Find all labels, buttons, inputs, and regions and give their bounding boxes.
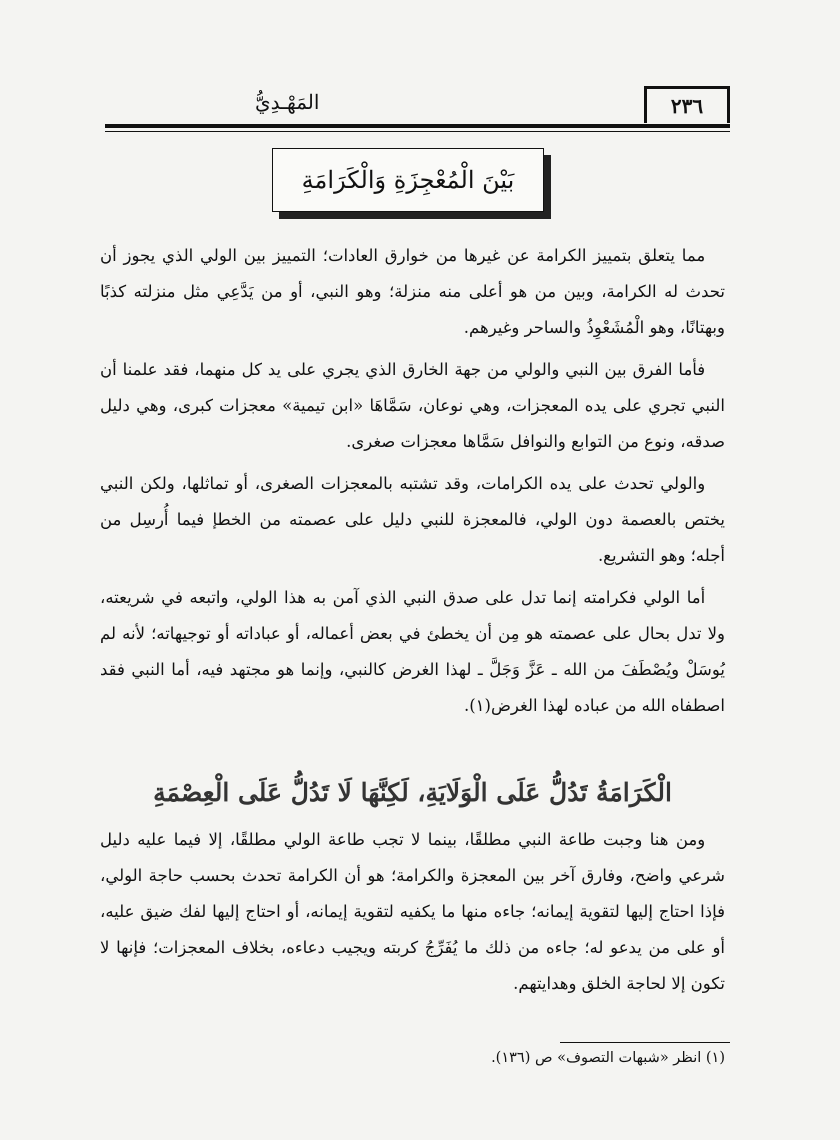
body-text-top [100, 238, 725, 724]
section-title: بَيْنَ الْمُعْجِزَةِ وَالْكَرَامَةِ [272, 148, 544, 212]
paragraph-4: أما الولي فكرامته إنما تدل على صدق النبي الذي آمن به هذا الولي، واتبعه في شريعته، ولا تدل بحال على عصمته هو مِن أن يخطئ في بعض أعماله، أو عباداته أو توجيهاته؛ لأنه لم يُوسَلْ ويُصْطَفَ من الله ـ عَزَّ وَجَلَّ ـ لهذا الغرض كالنبي، وإنما هو مجتهد فيه، أما النبي فقد اصطفاه الله من عباده لهذا الغرض(١). [100, 588, 725, 715]
footnote: (١) انظر «شبهات التصوف» ص (١٣٦). [491, 1050, 725, 1066]
paragraph-5: ومن هنا وجبت طاعة النبي مطلقًا، بينما لا تجب طاعة الولي مطلقًا، إلا فيما عليه دليل شرعي واضح، وفارق آخر بين المعجزة والكرامة؛ هو أن الكرامة تحدث بحسب حاجة الولي، فإذا احتاج إليها لتقوية إيمانه؛ جاءه منها ما يكفيه لتقوية إيمانه، أو احتاج إليها لفك ضيق عليه، أو على من يدعو له؛ جاءه من ذلك ما يُفَرِّجُ كربته ويجيب دعاءه، بخلاف المعجزات؛ فإنها لا تكون إلا لحاجة الخلق وهدايتهم. [100, 830, 725, 993]
paragraph-3: والولي تحدث على يده الكرامات، وقد تشتبه بالمعجزات الصغرى، أو تماثلها، ولكن النبي يختص بالعصمة دون الولي، فالمعجزة للنبي دليل على عصمته من الخطإ فيما أُرسِل من أجله؛ وهو التشريع. [100, 474, 725, 565]
running-title: المَهْـدِيُّ [255, 90, 320, 114]
header-rule-thick [105, 124, 730, 128]
paragraph-2: فأما الفرق بين النبي والولي من جهة الخارق الذي يجري على يد كل منهما، فقد علمنا أن النبي تجري على يده المعجزات، وهي نوعان، سَمَّاهَا «ابن تيمية» معجزات كبرى، وهي دليل صدقه، ونوع من التوابع والنوافل سَمَّاها معجزات صغرى. [100, 360, 725, 451]
paragraph-1: مما يتعلق بتمييز الكرامة عن غيرها من خوارق العادات؛ التمييز بين الولي الذي يجوز أن تحدث له الكرامة، وبين من هو أعلى منه منزلة؛ وهو النبي، أو من يَدَّعِي مثل منزلته كذبًا وبهتانًا، وهو الْمُشَعْوِذُ والساحر وغيرهم. [100, 246, 725, 337]
page-header [105, 86, 730, 126]
footnote-rule [560, 1042, 730, 1043]
header-rule-thin [105, 131, 730, 132]
body-text-bottom [100, 822, 725, 1002]
sub-heading: الْكَرَامَةُ تَدُلُّ عَلَى الْوَلَايَةِ، لَكِنَّهَا لَا تَدُلُّ عَلَى الْعِصْمَةِ [153, 778, 672, 807]
page-number: ٢٣٦ [644, 86, 730, 123]
